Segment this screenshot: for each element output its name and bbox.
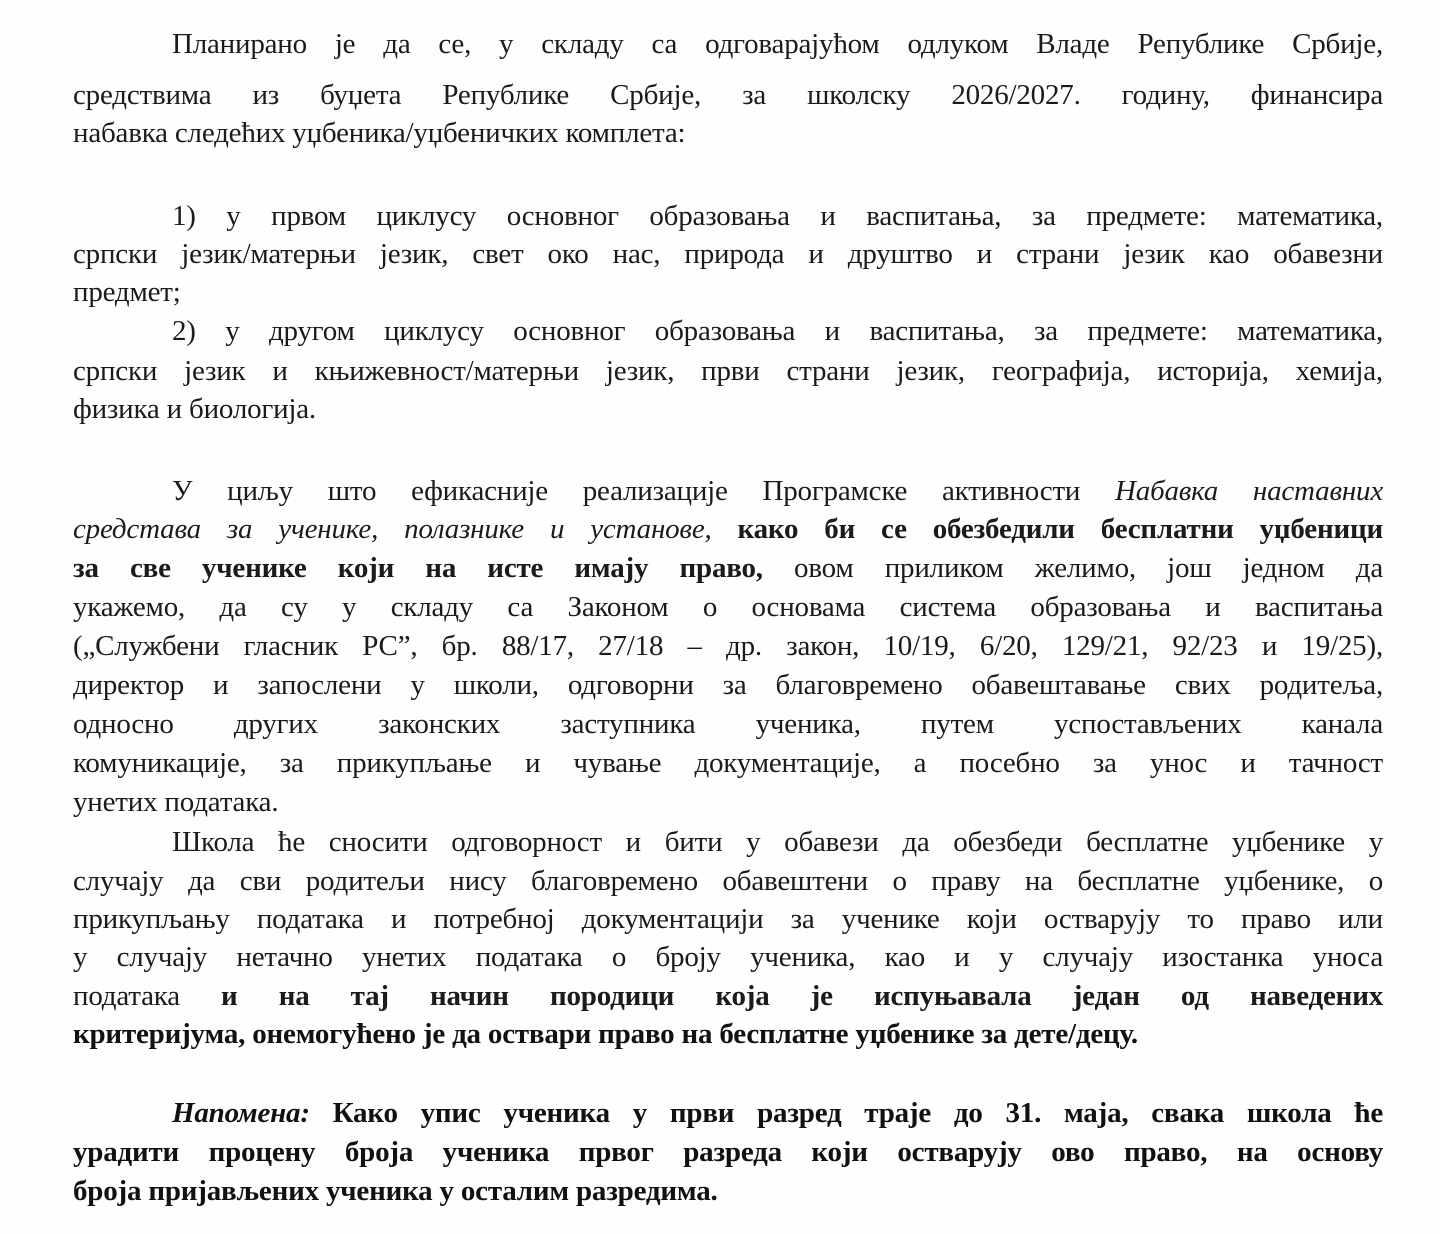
goal-line-3: [73, 549, 1383, 587]
program-activity-title-part-1: Набавка наставних: [1115, 475, 1383, 507]
goal-line-9: унетих података.: [73, 786, 279, 818]
list-item-1-line-1: 1) у првом циклусу основног образовања и васпитања, за предмете: математика,: [172, 200, 1383, 232]
goal-line-5-law-reference: („Службени гласник РС”, бр. 88/17, 27/18 – др. закон, 10/19, 6/20, 129/21, 92/23 и 19/25),: [73, 630, 1383, 662]
responsibility-line-5: [73, 977, 1383, 1015]
responsibility-line-5-text: података: [73, 980, 222, 1012]
goal-line-6: директор и запослени у школи, одговорни за благовремено обавештавање свих родитеља,: [73, 669, 1383, 701]
responsibility-emphasis-part-1: и на тај начин породици која је испуњавала један од наведених: [221, 980, 1383, 1012]
responsibility-line-1: Школа ће сносити одговорност и бити у обавези да обезбеди бесплатне уџбенике у: [172, 826, 1383, 858]
goal-line-1-text: У циљу што ефикасније реализације Програмске активности: [172, 475, 1116, 507]
goal-line-4: укажемо, да су у складу са Законом о основама система образовања и васпитања: [73, 591, 1383, 623]
note-line-1: [172, 1094, 1383, 1132]
note-line-3: броја пријављених ученика у осталим разредима.: [73, 1175, 718, 1207]
goal-line-1: [172, 472, 1383, 510]
goal-line-8: комуникације, за прикупљање и чување документације, а посебно за унос и тачност: [73, 747, 1383, 779]
note-line-2: урадити процену броја ученика првог разреда који остварују ово право, на основу: [73, 1136, 1383, 1168]
list-item-1-line-2: српски језик/матерњи језик, свет око нас, природа и друштво и страни језик као обавезни: [73, 238, 1383, 270]
note-label: Напомена:: [172, 1097, 310, 1129]
intro-line-2: средствима из буџета Републике Србије, за школску 2026/2027. годину, финансира: [73, 79, 1383, 111]
list-item-2-line-2: српски језик и књижевност/матерњи језик, први страни језик, географија, историја, хемија,: [73, 355, 1383, 387]
goal-line-2: [73, 510, 1383, 548]
goal-line-7: односно других законских заступника ученика, путем успостављених канала: [73, 708, 1383, 740]
intro-line-3: набавка следећих уџбеника/уџбеничких комплета:: [73, 117, 686, 149]
intro-line-1: Планирано је да се, у складу са одговарајућом одлуком Владе Републике Србије,: [172, 28, 1383, 60]
goal-line-3-text: овом приликом желимо, још једном да: [762, 552, 1383, 584]
goal-emphasis-part-2: за све ученике који на исте имају право,: [73, 552, 763, 584]
responsibility-line-3: прикупљању података и потребној документацији за ученике који остварују то право или: [73, 903, 1383, 935]
responsibility-line-2: случају да сви родитељи нису благовремено обавештени о праву на бесплатне уџбенике, о: [73, 865, 1383, 897]
list-item-2-line-1: 2) у другом циклусу основног образовања и васпитања, за предмете: математика,: [172, 315, 1383, 347]
responsibility-emphasis-part-2: критеријума, онемогућено је да оствари право на бесплатне уџбенике за дете/децу.: [73, 1018, 1138, 1050]
list-item-2-line-3: физика и биологија.: [73, 393, 316, 425]
note-text-part-1: Како упис ученика у први разред траје до 31. маја, свака школа ће: [309, 1097, 1383, 1129]
responsibility-line-4: у случају нетачно унетих података о броју ученика, као и у случају изостанка уноса: [73, 941, 1383, 973]
list-item-1-line-3: предмет;: [73, 276, 181, 308]
program-activity-title-part-2: средстава за ученике, полазнике и установе,: [73, 513, 712, 545]
goal-emphasis-part-1: како би се обезбедили бесплатни уџбеници: [711, 513, 1383, 545]
